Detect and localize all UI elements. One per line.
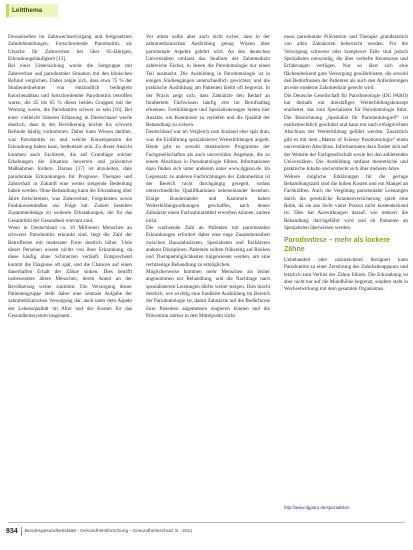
journal-issue: 8 · 2011	[175, 529, 193, 534]
paragraph: Unbehandelt oder unzureichend therapiert kann Parodontitis zu einer Zerstörung des Zahnhalteapparats und letztlich zum Verlust der Zähne führen. Die Erkrankung ist aber nicht nur auf die Mundhöhle begrenzt, sondern steht in Wechselwirkung mit dem gesamten Organismus.	[284, 257, 408, 293]
text-column-2	[146, 34, 270, 522]
footer-separator	[21, 527, 22, 536]
paragraph: Die wachsende Zahl an Patienten mit parodontalen Erkrankungen erfordert daher eine enge Zusammenarbeit zwischen Hauszahnärzten, Spezialisten und Fachärzten anderer Disziplinen. Patienten sollten frühzeitig auf Risiken und Therapiemöglichkeiten hingewiesen werden, um eine rechtzeitige Behandlung zu ermöglichen.	[146, 224, 270, 268]
paragraph: Vor allem sollte aber auch nicht sicher, dass in der zahnmedizinischen Ausbildung genug Wissen über parodontale Aspekte gelehrt wird. An den deutschen Universitäten umfasst das Studium der Zahnmedizin zahlreiche Fächer, in denen die Parodontologie nur einen Teil ausmacht. Die Ausbildung in Parodontologie ist in einigen Studiengängen unterschiedlich gewichtet, und die praktische Ausbildung am Patienten bleibt oft begrenzt. In der Praxis zeigt sich, dass Zahnärzte den Bedarf an fundiertem Fachwissen häufig erst im Berufsalltag erkennen. Fortbildungen und Spezialisierungen bieten hier Ansätze, um Kenntnisse zu vertiefen und die Qualität der Behandlung zu sichern.	[146, 34, 270, 129]
paragraph: muss parodontale Prävention und Therapie grundsätzlich von allen Zahnärzten beherrscht werden. Für die Versorgung schwerer oder komplexer Fälle sind jedoch Spezialisten notwendig, die über vertiefte Kenntnisse und Erfahrungen verfügen. Nur so lässt sich eine flächendeckend gute Versorgung gewährleisten, die sowohl den Bedürfnissen der Patienten als auch den Anforderungen an eine moderne Zahnmedizin gerecht wird.	[284, 34, 408, 92]
paragraph: Bei einer Untersuchung wurde die Subgruppe mit Zahnverlust und parodontaler Situation mit den klinischen Befund verglichen. Dabei zeigte sich, dass etwa 75 % der Studienteilnehmer von entzündlich bedingtem Knochenabbau und fortschreitender Parodontitis betroffen waren, die 45 bis 65 % dieser beiden Gruppen mit der Wertung waren, die Parodontitis schwer zu sein [16]. Bei einer vielleicht höheren Erfassung in Deutschland wurde deutlich, dass in der Bevölkerung leichte bis schwere Befunde häufig vorkommen. Daher kann Wissen darüber, was Parodontitis ist und welche Konsequenzen die Erkrankung haben kann, bedeutsam sein. Zu dieser Ansicht kommen auch Fachleute, die auf Grundlage solcher Erhebungen die Situation bewerten und präventive Maßnahmen fordern. Daraus [17] ist abzuleiten, dass parodontale Erkrankungen für Prognose, Therapie und Zahnerhalt in Zukunft eine weiter steigende Bedeutung haben werden. Ohne Behandlung kann die Erkrankung über Jahre fortschreiten, was Zahnverlust, Folgekosten sowie Funktionseinbußen zur Folge hat. Zudem bestehen Zusammenhänge zu weiteren Erkrankungen, die für das Gesamtbild der Gesundheit relevant sind.	[8, 63, 132, 224]
text-column-1	[8, 34, 132, 522]
text-column-3	[284, 34, 408, 522]
paragraph: Wenn in Deutschland ca. 10 Millionen Menschen an schwerer Parodontitis erkrankt sind, liegt die Zahl der Betroffenen mit moderater Form deutlich höher. Viele dieser Personen wissen nichts von ihrer Erkrankung, da diese häufig ohne Schmerzen verläuft. Entsprechend kommt die Diagnose oft spät, und die Chancen auf einen dauerhaften Erhalt der Zähne sinken. Dies betrifft insbesondere ältere Menschen, deren Anteil an der Bevölkerung weiter zunimmt. Die Versorgung dieser Patientengruppe stellt daher eine zentrale Aufgabe der zahnmedizinischen Versorgung dar, auch unter dem Aspekt der Lebensqualität im Alter und der Kosten für das Gesundheitssystem insgesamt.	[8, 224, 132, 320]
paragraph: Deutschland war im Vergleich zum Ausland eher spät dran, was die Einführung spezialisierter Weiterbildungen angeht. Heute gibt es sowohl strukturierte Programme der Fachgesellschaften als auch universitäre Angebote, die zu einem Abschluss in Parodontologie führen. Informationen dazu finden sich unter anderem unter www.dgparo.de. Im Gegensatz zu anderen Fachrichtungen der Zahnmedizin ist der Bereich nicht durchgängig geregelt, sodass unterschiedliche Qualifikationen nebeneinander bestehen. Einige Bundesländer und Kammern haben Weiterbildungsordnungen geschaffen, nach denen Zahnärzte einen Fachzahnarzttitel erwerben können, andere nicht.	[146, 129, 270, 224]
footnote-url[interactable]: http://www.dgparo.de/spezialisten	[284, 505, 350, 510]
section-subheading: Parodontose – mehr als lockere Zähne	[284, 237, 390, 253]
paragraph: Möglicherweise kommen mehr Menschen als bisher angenommen zur Behandlung, und die Nachfrage nach spezialisierten Leistungen dürfte weiter steigen. Dies macht deutlich, wie wichtig eine fundierte Ausbildung im Bereich der Parodontologie ist, damit Zahnärzte auf die Bedürfnisse ihrer Patienten angemessen reagieren können und die Prävention stärker in den Mittelpunkt rückt.	[146, 269, 270, 320]
section-tag: Leitthema	[6, 4, 58, 17]
footer-divider	[8, 522, 405, 523]
paragraph: Weitere mögliche Erklärungen für die geringe Behandlungszahl sind die hohen Kosten und ein Mangel an Fachkräften. Auch die Vergütung parodontaler Leistungen durch die gesetzliche Krankenversicherung spielt eine Rolle, da sie aus Sicht vieler Praxen nicht kostendeckend ist. Dies hat Auswirkungen darauf, wie intensiv die Behandlung durchgeführt wird und ob Patienten an Spezialisten überwiesen werden.	[284, 173, 408, 231]
page-footer	[6, 527, 192, 536]
paragraph: Die Deutsche Gesellschaft für Parodontologie (DG PARO) hat deshalb ein dreistufiges Weiterbildungskonzept erarbeitet, das zum Spezialisten für Parodontologie führt. Die Bezeichnung „Spezialist für Parodontologie®“ ist markenrechtlich geschützt und kann nur nach erfolgreichem Abschluss der Weiterbildung geführt werden. Zusätzlich gibt es mit dem „Master of Science Parodontologie“ einen universitären Abschluss. Informationen dazu finden sich auf der Website der Fachgesellschaft sowie bei den anbietenden Universitäten. Die Ausbildung umfasst theoretische und praktische Inhalte und erstreckt sich über mehrere Jahre.	[284, 92, 408, 173]
paragraph: Drosselzellen im Zahnwechselvorgang und fortgesetzten Zahnfehlstellungen. Fortschreitende Parodontitis als Ursache für Zahnverlust bei über 65-Jährigen, Erkrankungshäufigkeit [13].	[8, 34, 132, 63]
page-number: 934	[6, 528, 18, 535]
journal-name: Bundesgesundheitsblatt - Gesundheitsforschung - Gesundheitsschutz	[24, 529, 174, 534]
